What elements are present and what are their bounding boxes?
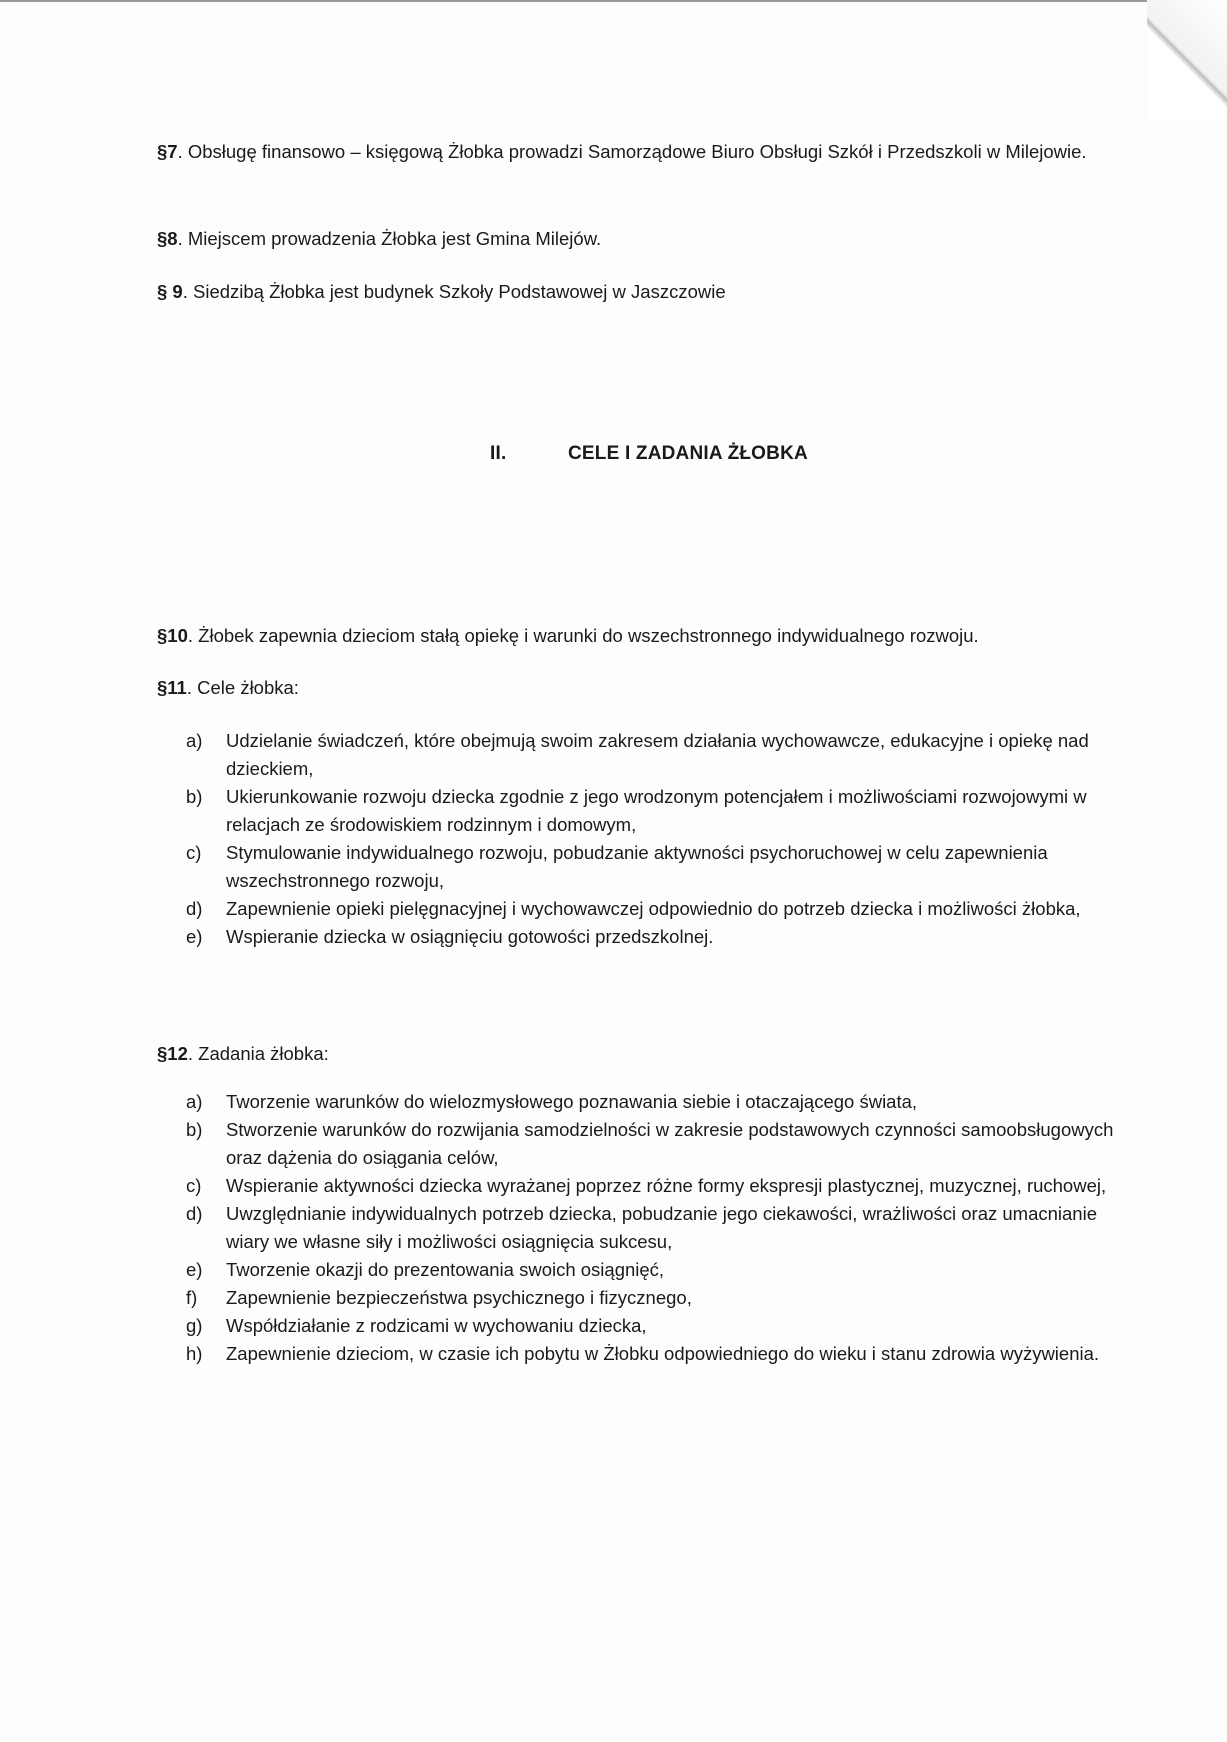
task-item [186, 1312, 1116, 1340]
paragraph-10 [157, 622, 1117, 650]
task-item-text: Tworzenie warunków do wielozmysłowego poznawania siebie i otaczającego świata, [226, 1091, 918, 1112]
paragraph-12-text: . Zadania żłobka: [187, 1043, 329, 1064]
goal-item-mark: a) [186, 730, 203, 751]
paragraph-11-number: §11 [157, 677, 187, 698]
goal-item-mark: b) [186, 786, 203, 807]
paragraph-9-text: . Siedzibą Żłobka jest budynek Szkoły Podstawowej w Jaszczowie [182, 281, 726, 302]
task-item [186, 1256, 1116, 1284]
goal-item-mark: d) [186, 898, 203, 919]
task-item-text: Zapewnienie bezpieczeństwa psychicznego i fizycznego, [226, 1287, 692, 1308]
task-item-mark: a) [186, 1091, 203, 1112]
paragraph-7 [157, 138, 1117, 166]
task-item-mark: c) [186, 1175, 202, 1196]
goal-item-text: Wspieranie dziecka w osiągnięciu gotowości przedszkolnej. [226, 926, 714, 947]
paragraph-12 [157, 1040, 1117, 1068]
task-item-text: Tworzenie okazji do prezentowania swoich osiągnięć, [226, 1259, 665, 1280]
goal-item-text: Zapewnienie opieki pielęgnacyjnej i wychowawczej odpowiednio do potrzeb dziecka i możliwości żłobka, [226, 898, 1081, 919]
task-item-mark: b) [186, 1119, 203, 1140]
section-heading-title: CELE I ZADANIA ŻŁOBKA [568, 443, 808, 464]
tasks-list [186, 1088, 1116, 1368]
paragraph-8-text: . Miejscem prowadzenia Żłobka jest Gmina Milejów. [177, 228, 602, 249]
task-item [186, 1200, 1116, 1256]
goal-item [186, 783, 1116, 839]
goal-item [186, 923, 1116, 951]
goal-item-text: Udzielanie świadczeń, które obejmują swoim zakresem działania wychowawcze, edukacyjne i opiekę nad dzieckiem, [226, 730, 1089, 779]
paragraph-8 [157, 225, 1117, 253]
paragraph-7-number: §7 [157, 141, 178, 162]
goal-item-text: Stymulowanie indywidualnego rozwoju, pobudzanie aktywności psychoruchowej w celu zapewnienia wszechstronnego rozwoju, [226, 842, 1048, 891]
paragraph-9 [157, 278, 1117, 306]
paragraph-11 [157, 674, 1117, 702]
task-item [186, 1116, 1116, 1172]
task-item-text: Uwzględnianie indywidualnych potrzeb dziecka, pobudzanie jego ciekawości, wrażliwości oraz umacnianie wiary we własne siły i możliwości osiągnięcia sukcesu, [226, 1203, 1097, 1252]
task-item-mark: d) [186, 1203, 203, 1224]
goal-item [186, 727, 1116, 783]
goals-list [186, 727, 1116, 951]
goal-item-mark: e) [186, 926, 203, 947]
task-item [186, 1284, 1116, 1312]
paragraph-8-number: §8 [157, 228, 178, 249]
task-item-mark: e) [186, 1259, 203, 1280]
task-item [186, 1340, 1116, 1368]
task-item [186, 1088, 1116, 1116]
goal-item [186, 895, 1116, 923]
paragraph-10-text: . Żłobek zapewnia dzieciom stałą opiekę i warunki do wszechstronnego indywidualnego rozwoju. [187, 625, 979, 646]
section-heading [490, 440, 808, 468]
task-item-mark: h) [186, 1343, 203, 1364]
paragraph-10-number: §10 [157, 625, 188, 646]
task-item-text: Stworzenie warunków do rozwijania samodzielności w zakresie podstawowych czynności samoobsługowych oraz dążenia do osiągania celów, [226, 1119, 1114, 1168]
goal-item-text: Ukierunkowanie rozwoju dziecka zgodnie z jego wrodzonym potencjałem i możliwościami rozwojowymi w relacjach ze środowiskiem rodzinnym i domowym, [226, 786, 1087, 835]
task-item [186, 1172, 1116, 1200]
task-item-mark: f) [186, 1287, 198, 1308]
task-item-text: Współdziałanie z rodzicami w wychowaniu dziecka, [226, 1315, 647, 1336]
paragraph-9-number: § 9 [157, 281, 183, 302]
section-heading-number: II. [490, 443, 507, 464]
goal-item [186, 839, 1116, 895]
task-item-text: Zapewnienie dzieciom, w czasie ich pobytu w Żłobku odpowiedniego do wieku i stanu zdrowia wyżywienia. [226, 1343, 1100, 1364]
paragraph-12-number: §12 [157, 1043, 188, 1064]
task-item-mark: g) [186, 1315, 203, 1336]
paragraph-11-text: . Cele żłobka: [186, 677, 299, 698]
paragraph-7-text: . Obsługę finansowo – księgową Żłobka prowadzi Samorządowe Biuro Obsługi Szkół i Przedszkoli w Milejowie. [177, 141, 1087, 162]
task-item-text: Wspieranie aktywności dziecka wyrażanej poprzez różne formy ekspresji plastycznej, muzycznej, ruchowej, [226, 1175, 1107, 1196]
goal-item-mark: c) [186, 842, 202, 863]
